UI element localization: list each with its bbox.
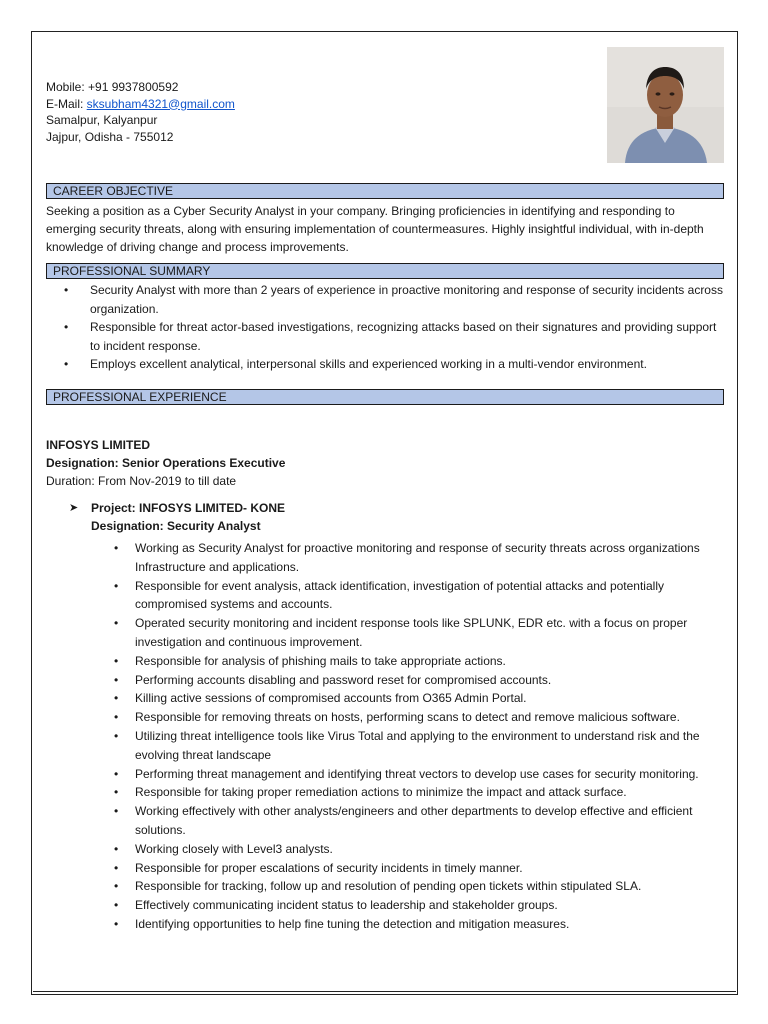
summary-item: • Security Analyst with more than 2 years of experience in proactive monitoring and response of security incidents across organization. [46, 281, 726, 318]
summary-list [46, 281, 726, 374]
section-professional-summary: PROFESSIONAL SUMMARY [46, 263, 724, 279]
duty-item: • Responsible for analysis of phishing mails to take appropriate actions. [114, 652, 739, 671]
email-line [46, 96, 235, 113]
contact-block [46, 79, 235, 145]
duty-item: • Responsible for removing threats on hosts, performing scans to detect and remove malicious software. [114, 708, 739, 727]
duty-item: • Effectively communicating incident status to leadership and stakeholder groups. [114, 896, 739, 915]
project-block [69, 499, 285, 535]
company-name: INFOSYS LIMITED [46, 438, 151, 452]
duty-item: • Working closely with Level3 analysts. [114, 840, 739, 859]
summary-item: • Responsible for threat actor-based investigations, recognizing attacks based on their signatures and providing support to incident response. [46, 318, 726, 355]
duty-item: • Identifying opportunities to help fine tuning the detection and mitigation measures. [114, 915, 739, 934]
objective-text: Seeking a position as a Cyber Security Analyst in your company. Bringing proficiencies in identifying and responding to emerging security threats, along with ensuring implementation of countermeasures. Highly insightful individual, with in-depth knowledge of driving change and process improvements. [46, 204, 704, 254]
email-label: E-Mail: [46, 96, 87, 111]
duty-item: • Operated security monitoring and incident response tools like SPLUNK, EDR etc. with a focus on proper investigation and continuous improvement. [114, 614, 739, 652]
duty-item: • Responsible for tracking, follow up and resolution of pending open tickets within stipulated SLA. [114, 877, 739, 896]
duty-item: • Performing accounts disabling and password reset for compromised accounts. [114, 671, 739, 690]
duty-item: • Performing threat management and identifying threat vectors to develop use cases for security monitoring. [114, 765, 739, 784]
duty-item: • Killing active sessions of compromised accounts from O365 Admin Portal. [114, 689, 739, 708]
duty-item: • Working effectively with other analysts/engineers and other departments to develop effective and efficient solutions. [114, 802, 739, 840]
mobile-line: Mobile: +91 9937800592 [46, 80, 179, 94]
arrow-bullet-icon: ➤ [69, 502, 79, 514]
section-career-objective: CAREER OBJECTIVE [46, 183, 724, 199]
company-duration: Duration: From Nov-2019 to till date [46, 474, 237, 488]
duties-list [114, 539, 739, 934]
duty-item: • Working as Security Analyst for proactive monitoring and response of security threats across organizations Infrastructure and applications. [114, 539, 739, 577]
email-link[interactable]: sksubham4321@gmail.com [86, 96, 235, 111]
summary-item: • Employs excellent analytical, interpersonal skills and experienced working in a multi-vendor environment. [46, 355, 726, 374]
duty-item: • Responsible for proper escalations of security incidents in timely manner. [114, 859, 739, 878]
project-designation: Designation: Security Analyst [91, 519, 261, 533]
company-designation: Designation: Senior Operations Executive [46, 456, 286, 470]
duty-item: • Responsible for event analysis, attack identification, investigation of potential attacks and potentially compromised systems and accounts. [114, 577, 739, 615]
section-professional-experience: PROFESSIONAL EXPERIENCE [46, 389, 724, 405]
resume-page [31, 31, 738, 995]
duty-item: • Responsible for taking proper remediation actions to minimize the impact and attack surface. [114, 783, 739, 802]
address-line-1: Samalpur, Kalyanpur [46, 113, 158, 127]
profile-photo [607, 47, 724, 163]
duty-item: • Utilizing threat intelligence tools like Virus Total and applying to the environment to understand risk and the evolving threat landscape [114, 727, 739, 765]
project-name: Project: INFOSYS LIMITED- KONE [91, 501, 286, 515]
address-line-2: Jajpur, Odisha - 755012 [46, 129, 174, 144]
company-block [46, 436, 285, 490]
